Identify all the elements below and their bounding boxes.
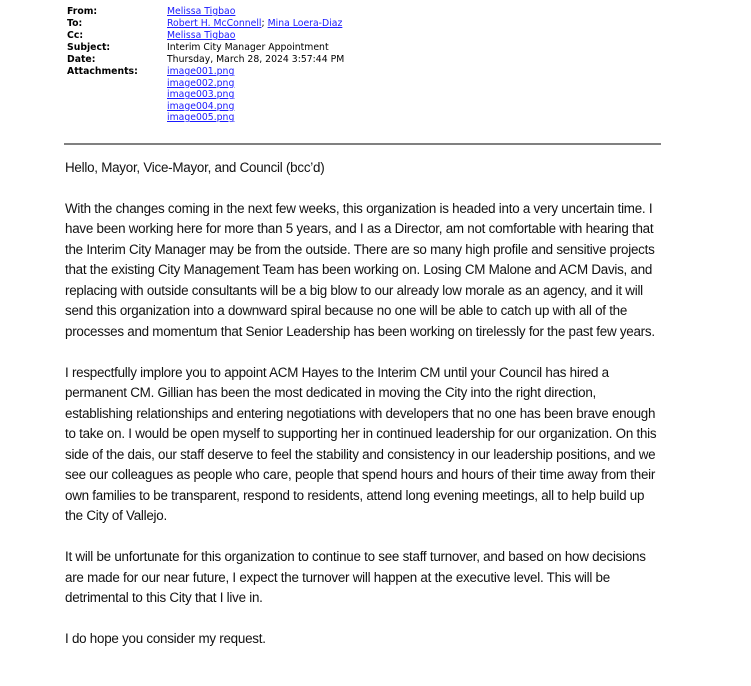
attachment-link[interactable]: image001.png [167,66,235,77]
body-paragraph: I respectfully implore you to appoint ACM Hayes to the Interim CM until your Council has hired a permanent CM. Gillian has been the most dedicated in moving the City into the right direction, establishing relationships and entering negotiations with developers that no one has been brave enough to take on. I would be open myself to supporting her in continued leadership for our organization. On this side of the dais, our staff deserve to feel the stability and consistency in our leadership positions, and we see our colleagues as people who care, people that spend hours and hours of their time away from their own families to be transparent, respond to residents, attend long evening meetings, all to help build up the City of Vallejo. [65,364,657,523]
email-body [65,158,665,670]
from-link[interactable]: Melissa Tigbao [167,6,236,17]
body-paragraph: With the changes coming in the next few weeks, this organization is headed into a very uncertain time. I have been working here for more than 5 years, and I as a Director, am not comfortable with hearing that the Interim City Manager may be from the outside. There are so many high profile and sensitive projects that the existing City Management Team has been working on. Losing CM Malone and ACM Davis, and replacing with outside consultants will be a big blow to our already low morale as an agency, and it will send this organization into a downward spiral because no one will be able to catch up with all of the processes and momentum that Senior Leadership has been working on tirelessly for the past few years. [65,200,655,339]
body-paragraph: I do hope you consider my request. [65,631,266,646]
date-row [67,54,344,66]
date-label: Date: [67,54,96,65]
cc-label: Cc: [67,30,84,41]
attachment-link[interactable]: image003.png [167,89,235,100]
attachments-list [167,66,234,124]
subject-label: Subject: [67,42,111,53]
body-paragraph: It will be unfortunate for this organization to continue to see staff turnover, and based on how decisions are made for our near future, I expect the turnover will happen at the executive level. This will be detrimental to this City that I live in. [65,549,646,605]
attachment-link[interactable]: image005.png [167,112,235,123]
email-header [67,6,344,124]
to-link-2[interactable]: Mina Loera-Diaz [267,18,343,29]
date-value: Thursday, March 28, 2024 3:57:44 PM [167,54,345,65]
attachment-link[interactable]: image004.png [167,100,235,112]
to-separator: ; [261,18,268,29]
subject-row [67,42,344,54]
attachments-label: Attachments: [67,66,138,77]
from-row [67,6,344,18]
attachments-row [67,66,344,124]
cc-row [67,30,344,42]
to-row [67,18,344,30]
to-link-1[interactable]: Robert H. McConnell [167,18,262,29]
to-label: To: [67,18,83,29]
header-divider [64,143,661,145]
cc-link[interactable]: Melissa Tigbao [167,30,236,41]
subject-value: Interim City Manager Appointment [167,42,329,53]
attachment-link[interactable]: image002.png [167,77,235,89]
from-label: From: [67,6,98,17]
greeting: Hello, Mayor, Vice-Mayor, and Council (bcc’d) [65,160,325,175]
